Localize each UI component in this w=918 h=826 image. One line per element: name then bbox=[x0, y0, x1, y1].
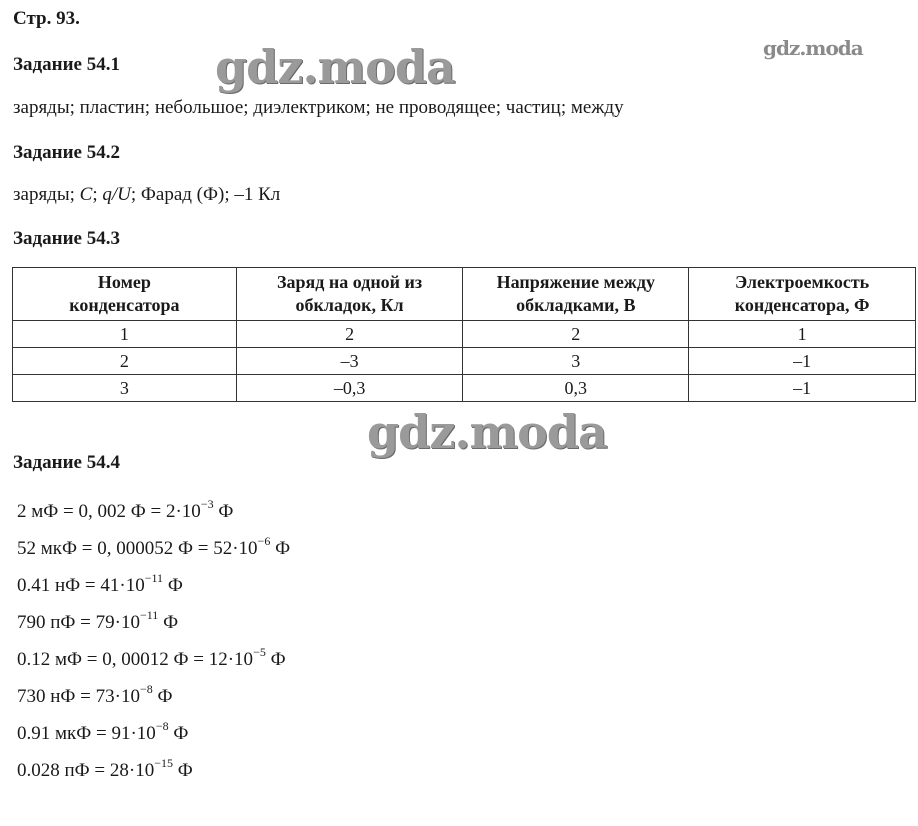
header-capacitor-number: Номер конденсатора bbox=[13, 268, 237, 321]
table-cell: 1 bbox=[689, 321, 916, 348]
page-reference: Стр. 93. bbox=[13, 8, 80, 29]
table-cell: 1 bbox=[13, 321, 237, 348]
conversion-line: 0.91 мкФ = $91\cdot 10^{-8}$ Ф bbox=[17, 719, 189, 744]
table-cell: 2 bbox=[13, 348, 237, 375]
table-header-row bbox=[13, 268, 916, 321]
task3-heading: Задание 54.3 bbox=[13, 228, 120, 249]
task2-separator: ; bbox=[92, 184, 103, 205]
task2-part1: заряды; bbox=[13, 184, 80, 205]
task1-heading: Задание 54.1 bbox=[13, 54, 120, 75]
conversion-line: 0.41 нФ = $41\cdot 10^{-11}$ Ф bbox=[17, 571, 183, 596]
header-capacitance: Электроемкость конденсатора, Ф bbox=[689, 268, 916, 321]
table-cell: –1 bbox=[689, 348, 916, 375]
task1-answer: заряды; пластин; небольшое; диэлектриком; не проводящее; частиц; между bbox=[13, 97, 624, 118]
table-cell: 0,3 bbox=[463, 375, 689, 402]
table-cell: 2 bbox=[463, 321, 689, 348]
header-voltage: Напряжение между обкладками, В bbox=[463, 268, 689, 321]
table-cell: 2 bbox=[236, 321, 463, 348]
task2-part2: ; Фарад (Ф); –1 Кл bbox=[130, 184, 281, 205]
conversion-line: 0.12 мФ = 0, 00012 $Ф = 12\cdot 10^{-5}$ Ф bbox=[17, 645, 286, 670]
task2-symbol-c: C bbox=[79, 184, 93, 205]
task2-heading: Задание 54.2 bbox=[13, 142, 120, 163]
table-cell: –0,3 bbox=[236, 375, 463, 402]
table-row bbox=[13, 348, 916, 375]
task2-answer bbox=[13, 184, 280, 206]
table-cell: –3 bbox=[236, 348, 463, 375]
watermark-corner: gdz.moda bbox=[763, 36, 863, 60]
watermark-logo: gdz.moda bbox=[215, 40, 455, 94]
table-cell: –1 bbox=[689, 375, 916, 402]
conversion-line: 2 мФ = 0, 002 $Ф = 2\cdot 10^{-3}$ Ф bbox=[17, 497, 234, 522]
table-cell: 3 bbox=[13, 375, 237, 402]
table-row bbox=[13, 321, 916, 348]
task2-formula: q/U bbox=[102, 184, 131, 205]
table-row bbox=[13, 375, 916, 402]
watermark-logo-2: gdz.moda bbox=[367, 405, 607, 459]
conversion-line: 52 мкФ = 0, 000052 $Ф = 52\cdot 10^{-6}$ Ф bbox=[17, 534, 291, 559]
task4-heading: Задание 54.4 bbox=[13, 452, 120, 473]
table-cell: 3 bbox=[463, 348, 689, 375]
capacitor-table bbox=[12, 267, 916, 402]
conversion-line: 730 нФ = $73\cdot 10^{-8}$ Ф bbox=[17, 682, 173, 707]
conversion-line: 0.028 пФ = $28\cdot 10^{-15}$ Ф bbox=[17, 756, 193, 781]
header-charge: Заряд на одной из обкладок, Кл bbox=[236, 268, 463, 321]
conversion-line: 790 пФ = $79\cdot 10^{-11}$ Ф bbox=[17, 608, 179, 633]
